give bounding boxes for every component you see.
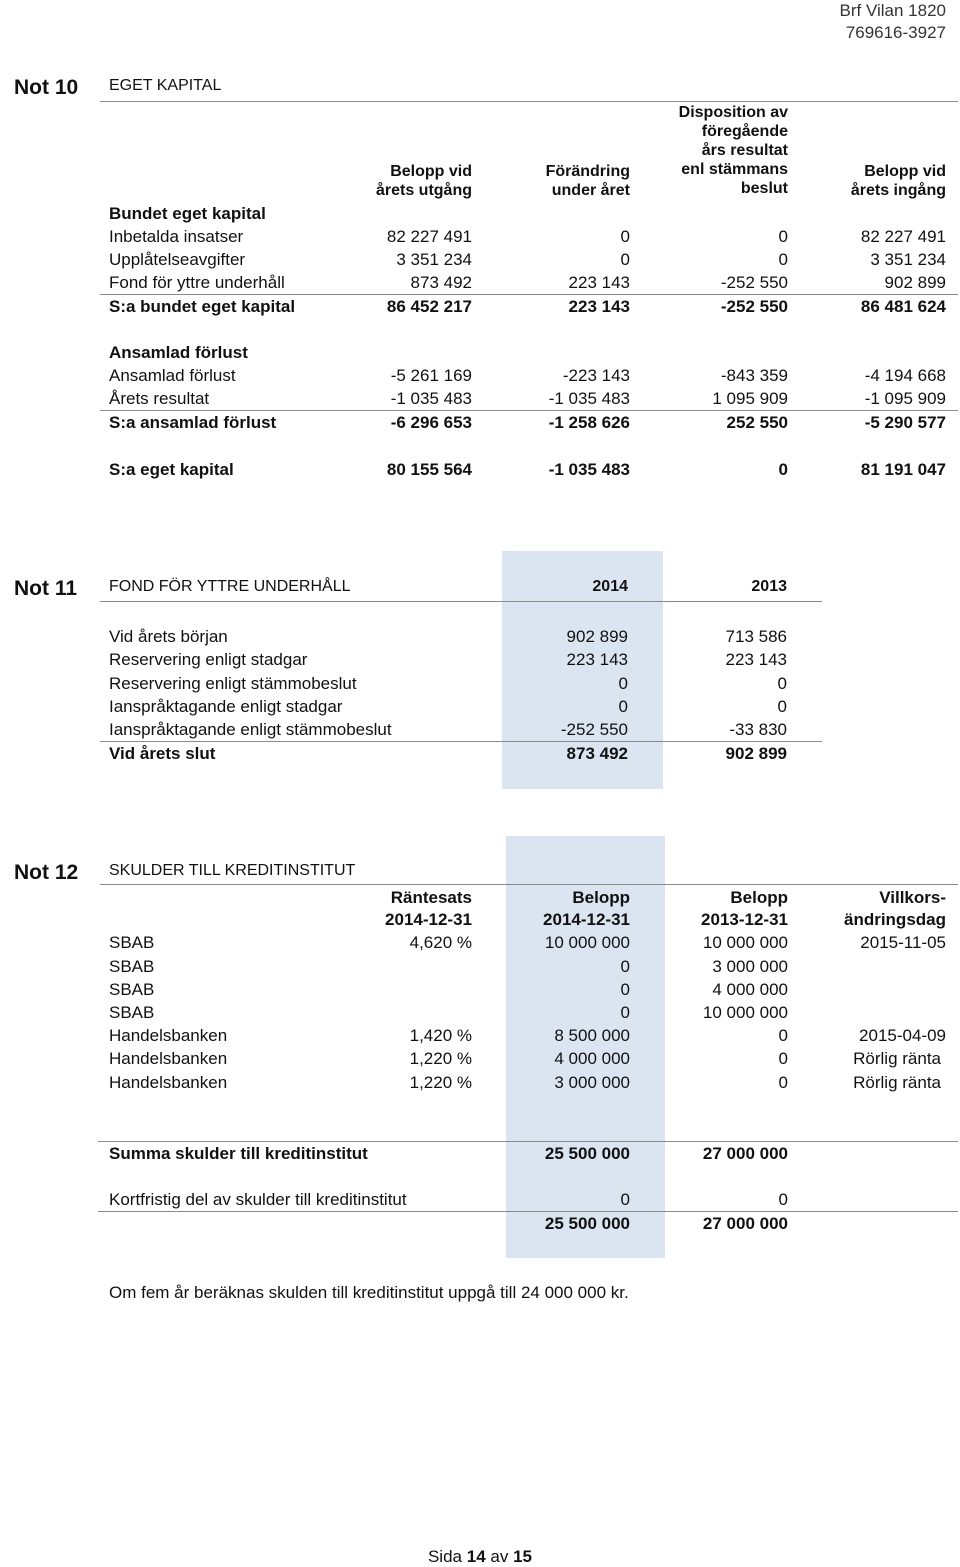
row-divider: [100, 741, 822, 742]
table-cell: -223 143: [562, 366, 630, 385]
table-cell: -1 035 483: [390, 389, 472, 408]
table-cell: 0: [778, 460, 788, 479]
note-12-top-rule: [100, 884, 958, 885]
net-value: 25 500 000: [544, 1214, 630, 1233]
table-row-label: Årets resultat: [109, 389, 210, 408]
table-cell: 86 452 217: [386, 297, 472, 316]
note-12-col-header: Belopp 2014-12-31: [543, 888, 630, 929]
table-row-label: Handelsbanken: [109, 1049, 228, 1068]
table-cell: Rörlig ränta: [853, 1049, 941, 1068]
table-cell: -1 258 626: [548, 413, 630, 432]
table-cell: 8 500 000: [554, 1026, 630, 1045]
table-cell: 0: [778, 227, 788, 246]
row-divider: [98, 1211, 958, 1212]
table-cell: -252 550: [720, 273, 788, 292]
table-row-label: Upplåtelseavgifter: [109, 250, 246, 269]
table-cell: 2015-04-09: [859, 1026, 946, 1045]
table-row-label: Ansamlad förlust: [109, 343, 248, 362]
table-row-label: S:a ansamlad förlust: [109, 413, 277, 432]
org-number: 769616-3927: [845, 23, 946, 42]
table-row-label: Ansamlad förlust: [109, 366, 236, 385]
table-row-label: Reservering enligt stämmobeslut: [109, 674, 357, 693]
table-cell: 0: [620, 250, 630, 269]
note-10-col-header: Belopp vid årets utgång: [375, 163, 472, 199]
table-row-label: Ianspråktagande enligt stadgar: [109, 697, 343, 716]
page-current: 14: [466, 1547, 486, 1566]
company-name: Brf Vilan 1820: [839, 1, 946, 20]
note-12-label: Not 12: [14, 861, 79, 884]
table-cell: 80 155 564: [386, 460, 472, 479]
table-cell: 223 143: [725, 650, 787, 669]
row-divider: [100, 294, 958, 295]
table-cell: 0: [620, 980, 630, 999]
note-10-label: Not 10: [14, 76, 79, 99]
table-row-label: SBAB: [109, 1003, 155, 1022]
table-cell: -252 550: [720, 297, 788, 316]
table-row-label: SBAB: [109, 933, 155, 952]
table-cell: 3 351 234: [396, 250, 472, 269]
table-cell: -1 095 909: [864, 389, 946, 408]
sum-label: Summa skulder till kreditinstitut: [109, 1144, 368, 1163]
table-cell: 1 095 909: [712, 389, 788, 408]
page-prefix: Sida: [427, 1547, 462, 1566]
note-11-col-header: 2014: [592, 578, 628, 595]
page-number: [0, 1547, 960, 1567]
short-term-value: 0: [778, 1190, 788, 1209]
note-11-label: Not 11: [14, 577, 78, 600]
sum-value: 25 500 000: [544, 1144, 630, 1163]
table-cell: 1,420 %: [409, 1026, 472, 1045]
table-row-label: Handelsbanken: [109, 1026, 228, 1045]
table-cell: -6 296 653: [390, 413, 472, 432]
table-cell: 223 143: [566, 650, 628, 669]
table-cell: 4 000 000: [712, 980, 788, 999]
table-row-label: SBAB: [109, 980, 155, 999]
row-divider: [100, 410, 958, 411]
table-cell: 82 227 491: [386, 227, 472, 246]
note-11-col-header: 2013: [751, 578, 787, 595]
table-row-label: Vid årets slut: [109, 744, 216, 763]
note-10-col-header: Förändring under året: [545, 163, 630, 199]
table-cell: Rörlig ränta: [853, 1073, 941, 1092]
table-row-label: Fond för yttre underhåll: [109, 273, 285, 292]
table-cell: 10 000 000: [702, 1003, 788, 1022]
table-cell: -5 261 169: [390, 366, 472, 385]
note-10-top-rule: [100, 101, 958, 102]
table-row-label: S:a eget kapital: [109, 460, 234, 479]
table-cell: 0: [777, 674, 787, 693]
table-cell: 873 492: [566, 744, 628, 763]
table-cell: 4,620 %: [409, 933, 472, 952]
table-cell: 86 481 624: [860, 297, 946, 316]
table-row-label: Bundet eget kapital: [109, 204, 266, 223]
table-cell: 0: [778, 1049, 788, 1068]
note-10-col-header: Disposition av föregående års resultat enl stämmans beslut: [678, 104, 788, 197]
table-cell: 3 000 000: [712, 957, 788, 976]
footnote: Om fem år beräknas skulden till kreditinstitut uppgå till 24 000 000 kr.: [109, 1283, 629, 1302]
short-term-value: 0: [620, 1190, 630, 1209]
table-cell: 4 000 000: [554, 1049, 630, 1068]
table-cell: 10 000 000: [702, 933, 788, 952]
table-cell: 713 586: [725, 627, 787, 646]
table-cell: -1 035 483: [548, 389, 630, 408]
table-cell: -1 035 483: [548, 460, 630, 479]
table-cell: 902 899: [725, 744, 787, 763]
table-row-label: Inbetalda insatser: [109, 227, 244, 246]
note-10-col-header: Belopp vid årets ingång: [850, 163, 946, 199]
table-cell: 902 899: [884, 273, 946, 292]
table-cell: 0: [620, 957, 630, 976]
table-cell: 3 000 000: [554, 1073, 630, 1092]
table-cell: 902 899: [566, 627, 628, 646]
sum-value: 27 000 000: [702, 1144, 788, 1163]
table-cell: 223 143: [568, 273, 630, 292]
table-cell: 2015-11-05: [860, 933, 946, 952]
table-row-label: S:a bundet eget kapital: [109, 297, 296, 316]
note-12-col-header: Villkors- ändringsdag: [843, 888, 946, 929]
table-cell: 1,220 %: [409, 1049, 472, 1068]
note-10-title: EGET KAPITAL: [109, 77, 222, 94]
net-value: 27 000 000: [702, 1214, 788, 1233]
note-11-title: FOND FÖR YTTRE UNDERHÅLL: [109, 578, 351, 595]
table-cell: -252 550: [560, 720, 628, 739]
table-cell: 81 191 047: [860, 460, 946, 479]
table-cell: 223 143: [568, 297, 630, 316]
table-cell: 3 351 234: [870, 250, 946, 269]
table-cell: 82 227 491: [860, 227, 946, 246]
table-cell: 0: [620, 1003, 630, 1022]
table-cell: -4 194 668: [864, 366, 946, 385]
row-divider: [98, 1141, 958, 1142]
page-middle: av: [490, 1547, 509, 1566]
table-cell: 0: [618, 674, 628, 693]
note-12-col-header: Belopp 2013-12-31: [701, 888, 788, 929]
table-cell: 252 550: [726, 413, 788, 432]
table-row-label: Ianspråktagande enligt stämmobeslut: [109, 720, 392, 739]
note-12-title: SKULDER TILL KREDITINSTITUT: [109, 862, 356, 879]
table-cell: 873 492: [410, 273, 472, 292]
table-row-label: SBAB: [109, 957, 155, 976]
note-12-col-header: Räntesats 2014-12-31: [385, 888, 472, 929]
table-cell: 1,220 %: [409, 1073, 472, 1092]
table-cell: 0: [618, 697, 628, 716]
table-cell: 0: [620, 227, 630, 246]
short-term-label: Kortfristig del av skulder till kreditinstitut: [109, 1190, 407, 1209]
table-cell: 0: [778, 250, 788, 269]
table-cell: 0: [778, 1026, 788, 1045]
table-cell: 0: [778, 1073, 788, 1092]
table-row-label: Vid årets början: [109, 627, 228, 646]
table-cell: 10 000 000: [544, 933, 630, 952]
page-total: 15: [513, 1547, 533, 1566]
table-cell: 0: [777, 697, 787, 716]
table-cell: -843 359: [720, 366, 788, 385]
table-row-label: Reservering enligt stadgar: [109, 650, 308, 669]
table-cell: -33 830: [729, 720, 787, 739]
table-row-label: Handelsbanken: [109, 1073, 228, 1092]
table-cell: -5 290 577: [864, 413, 946, 432]
note-11-top-rule: [100, 601, 822, 602]
